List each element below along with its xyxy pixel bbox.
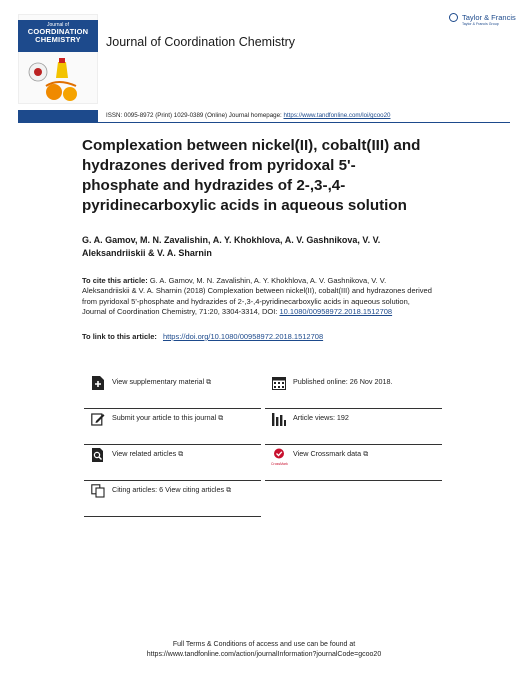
external-link-icon: ⧉ [226,487,232,494]
submit-label: Submit your article to this journal [112,413,217,422]
cover-masthead [18,20,98,52]
article-title: Complexation between nickel(II), cobalt(III) and hydrazones derived from pyridoxal 5'-phosphate and hydrazides of 2-,3-,4-pyridinecarboxylic acids in aqueous solution [82,137,421,214]
citing-icon [91,484,105,498]
search-doc-icon [91,448,105,462]
crossmark-item[interactable] [265,445,442,481]
citing-label: Citing articles: 6 View citing articles [112,485,225,494]
external-link-icon: ⧉ [206,379,212,386]
cite-text: G. A. Gamov, M. N. Zavalishin, A. Y. Khokhlova, A. V. Gashnikova, V. V. Aleksandriiskii & V. A. Sharnin (2018) Complexation between nickel(II), cobalt(III) and hydrazones derived from pyridoxal 5'-phosphate and hydrazides of 2-,3-,4-pyridinecarboxylic acids in aqueous solution, Journal of Coordination Chemistry, 71:20, 3304-3314, DOI: [82,276,432,316]
footer [0,640,528,659]
supplementary-icon [91,376,105,390]
supplementary-material-item[interactable] [84,373,261,409]
header-rule-block [18,110,98,122]
crossmark-logo-text: CrossMark [271,462,288,466]
edit-icon [91,412,105,426]
link-label: To link to this article: [82,332,157,341]
crossmark-label: View Crossmark data [293,449,362,458]
publisher-name: Taylor & Francis [462,13,516,22]
citation-block [82,276,434,317]
cite-label: To cite this article: [82,276,148,285]
author-list: G. A. Gamov, M. N. Zavalishin, A. Y. Khokhlova, A. V. Gashnikova, V. V. Aleksandriiskii & V. A. Sharnin [82,235,381,258]
views-label: Article views: 192 [293,413,349,422]
related-articles-item[interactable] [84,445,261,481]
published-date-item [265,373,442,409]
related-label: View related articles [112,449,177,458]
cover-masthead-small: Journal of [47,22,69,28]
journal-homepage-link[interactable]: https://www.tandfonline.com/loi/gcoo20 [283,112,391,119]
published-label: Published online: 26 Nov 2018. [293,377,393,386]
article-views-item [265,409,442,445]
footer-terms-link[interactable]: https://www.tandfonline.com/action/journalInformation?journalCode=gcoo20 [146,650,382,658]
external-link-icon: ⧉ [218,415,224,422]
journal-title[interactable]: Journal of Coordination Chemistry [106,35,295,49]
cover-masthead-line2: CHEMISTRY [35,35,81,44]
publisher-subtitle: Taylor & Francis Group [462,22,499,26]
citing-articles-item[interactable] [84,481,261,517]
crossmark-icon [272,448,286,462]
cover-masthead-line1: COORDINATION [27,27,89,36]
link-to-article [82,332,442,342]
issn-line [106,112,390,119]
doi-link[interactable]: 10.1080/00958972.2018.1512708 [279,306,393,316]
article-doi-url[interactable]: https://doi.org/10.1080/00958972.2018.1512708 [162,332,324,341]
submit-article-item[interactable] [84,409,261,445]
footer-terms-text: Full Terms & Conditions of access and use can be found at [172,641,356,648]
supplementary-label: View supplementary material [112,377,205,386]
external-link-icon: ⧉ [178,451,184,458]
taylor-francis-logo-icon [449,13,458,22]
issn-text: ISSN: 0095-8972 (Print) 1029-0389 (Online) Journal homepage: [106,112,282,119]
bar-chart-icon [272,412,286,426]
header-divider [18,122,510,123]
external-link-icon: ⧉ [363,451,369,458]
calendar-icon [272,376,286,390]
cover-illustration [24,58,92,102]
